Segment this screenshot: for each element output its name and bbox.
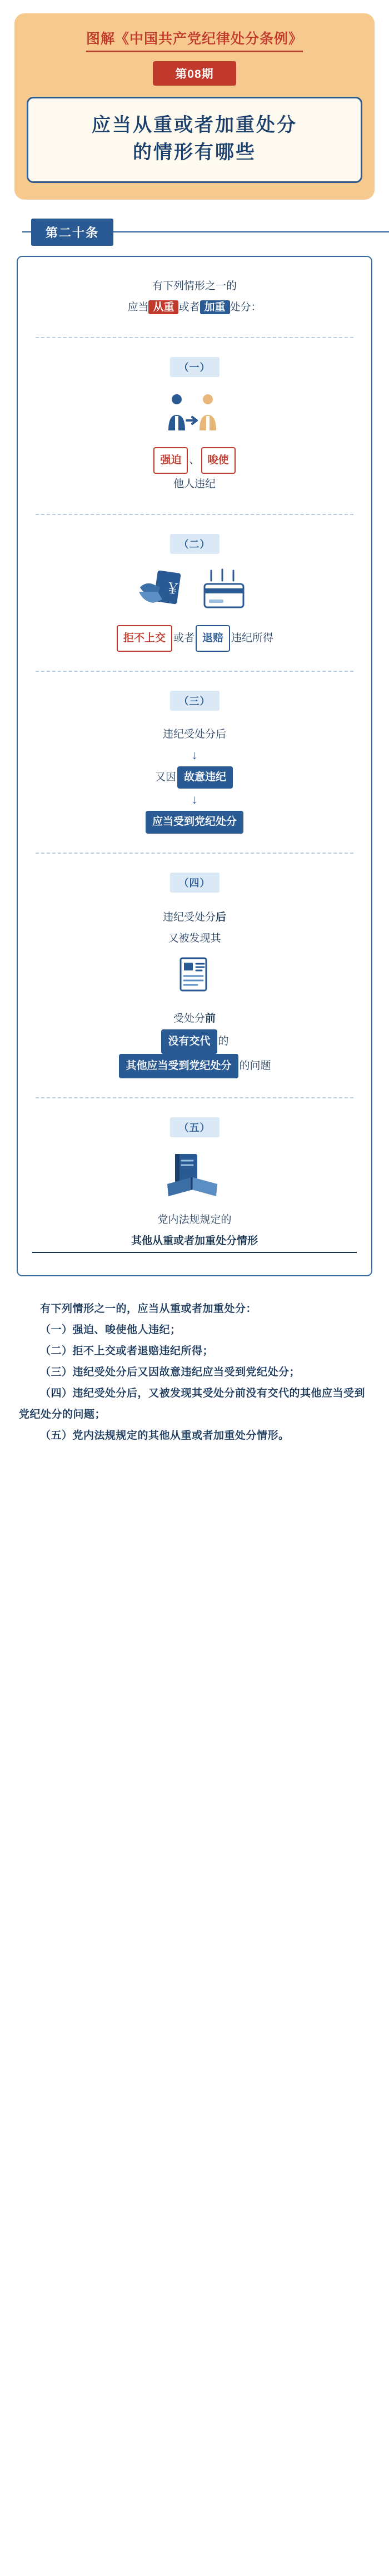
item-1-sep: 、 [189, 454, 200, 466]
header-title: 图解《中国共产党纪律处分条例》 [86, 28, 303, 52]
item-4-line-1 [32, 907, 357, 928]
item-1-icon-row [32, 392, 357, 434]
item-4-line-1-bold: 后 [216, 911, 227, 923]
divider-3 [36, 671, 353, 672]
item-5-line-1: 党内法规规定的 [157, 1213, 232, 1226]
divider-1 [36, 337, 353, 338]
intro-line-1: 有下列情形之一的 [152, 280, 237, 292]
item-1-term-a: 强迫 [153, 447, 188, 474]
two-persons-arrow-icon [161, 392, 228, 434]
summary-item-4: （四）违纪受处分后，又被发现其受处分前没有交代的其他应当受到党纪处分的问题； [19, 1387, 366, 1420]
item-3-number-wrap [32, 691, 357, 711]
item-1 [32, 357, 357, 495]
item-4-line-4-highlight: 没有交代 [161, 1029, 217, 1054]
item-2-term-a: 拒不上交 [117, 625, 172, 652]
section-label: 第二十条 [31, 219, 113, 246]
main-title-line-2: 的情形有哪些 [133, 142, 256, 164]
item-3-number: （三） [170, 691, 220, 711]
item-3-step-2-highlight: 故意违纪 [177, 766, 233, 789]
item-3-step-2-pre: 又因 [154, 771, 176, 783]
item-4-line-2: 又被发现其 [168, 932, 221, 944]
item-1-number-wrap [32, 357, 357, 377]
item-2-term-b: 退赔 [196, 625, 230, 652]
summary-item-3: （三）违纪受处分后又因故意违纪应当受到党纪处分； [40, 1366, 301, 1378]
summary-intro: 有下列情形之一的，应当从重或者加重处分： [40, 1302, 257, 1315]
item-1-number: （一） [170, 357, 220, 377]
issue-badge: 第08期 [153, 61, 236, 86]
divider-4 [36, 853, 353, 854]
intro-pre: 应当 [127, 301, 149, 313]
item-3-step-2 [32, 766, 357, 789]
document-list-icon [175, 955, 214, 995]
item-4-line-3-bold: 前 [205, 1012, 216, 1024]
item-4-line-5-post: 的问题 [239, 1059, 271, 1072]
item-2-mid: 或者 [173, 632, 194, 644]
item-4-line-3-pre: 受处分 [173, 1012, 205, 1024]
main-title-box [27, 97, 362, 183]
item-3-step-3: 应当受到党纪处分 [146, 811, 243, 833]
intro-mid: 或者 [178, 301, 200, 313]
intro-highlight-blue: 加重 [200, 300, 230, 314]
divider-2 [36, 514, 353, 515]
item-1-line-2: 他人违纪 [173, 478, 216, 490]
arrow-down-icon-2: ↓ [191, 792, 198, 807]
intro-post: 处分： [230, 301, 262, 313]
item-2-post: 违纪所得 [231, 632, 274, 644]
section-label-row [0, 219, 389, 246]
item-4-line-4-post: 的 [218, 1035, 229, 1047]
main-title-line-1: 应当从重或者加重处分 [92, 115, 297, 136]
divider-5 [36, 1097, 353, 1098]
section-rule-left [22, 231, 31, 232]
section-rule-right [112, 231, 389, 232]
header-banner [14, 13, 375, 200]
item-1-term-b: 唆使 [201, 447, 236, 474]
item-2 [32, 534, 357, 652]
summary-block [19, 1299, 370, 1446]
intro-block [32, 276, 357, 318]
summary-item-5: （五）党内法规规定的其他从重或者加重处分情形。 [40, 1429, 290, 1441]
item-4-icon-row [32, 955, 357, 995]
item-2-line-1 [32, 625, 357, 652]
intro-highlight-red: 从重 [148, 300, 178, 314]
item-2-icon-row [32, 568, 357, 612]
content-card [17, 256, 372, 1276]
intro-line-2 [32, 297, 357, 318]
item-5-number: （五） [170, 1117, 220, 1137]
infographic-page [0, 13, 389, 2576]
header-title-wrap [27, 28, 362, 52]
item-4-number-wrap [32, 873, 357, 893]
hand-card-icon [137, 568, 187, 612]
item-4 [32, 873, 357, 1078]
item-4-line-1-pre: 违纪受处分 [162, 911, 216, 923]
item-3-step-1: 违纪受处分后 [162, 728, 226, 740]
card-lines-icon [197, 568, 252, 612]
item-4-line-4 [32, 1029, 357, 1054]
item-5-number-wrap [32, 1117, 357, 1137]
item-4-line-5 [32, 1054, 357, 1078]
books-icon [158, 1152, 231, 1196]
item-2-number: （二） [170, 534, 220, 554]
item-4-number: （四） [170, 873, 220, 893]
summary-item-1: （一）强迫、唆使他人违纪； [40, 1324, 181, 1336]
item-3-step-3-wrap [32, 811, 357, 833]
item-5 [32, 1117, 357, 1253]
item-4-line-5-highlight: 其他应当受到党纪处分 [119, 1054, 238, 1078]
item-4-line-3 [32, 1008, 357, 1029]
item-1-line-1 [32, 447, 357, 474]
svg-text:￥: ￥ [164, 579, 181, 598]
item-5-icon-row [32, 1152, 357, 1196]
item-2-number-wrap [32, 534, 357, 554]
arrow-down-icon-1: ↓ [191, 747, 198, 762]
item-5-line-2: 其他从重或者加重处分情形 [32, 1231, 357, 1253]
summary-item-2: （二）拒不上交或者退赔违纪所得； [40, 1345, 214, 1357]
item-3 [32, 691, 357, 834]
